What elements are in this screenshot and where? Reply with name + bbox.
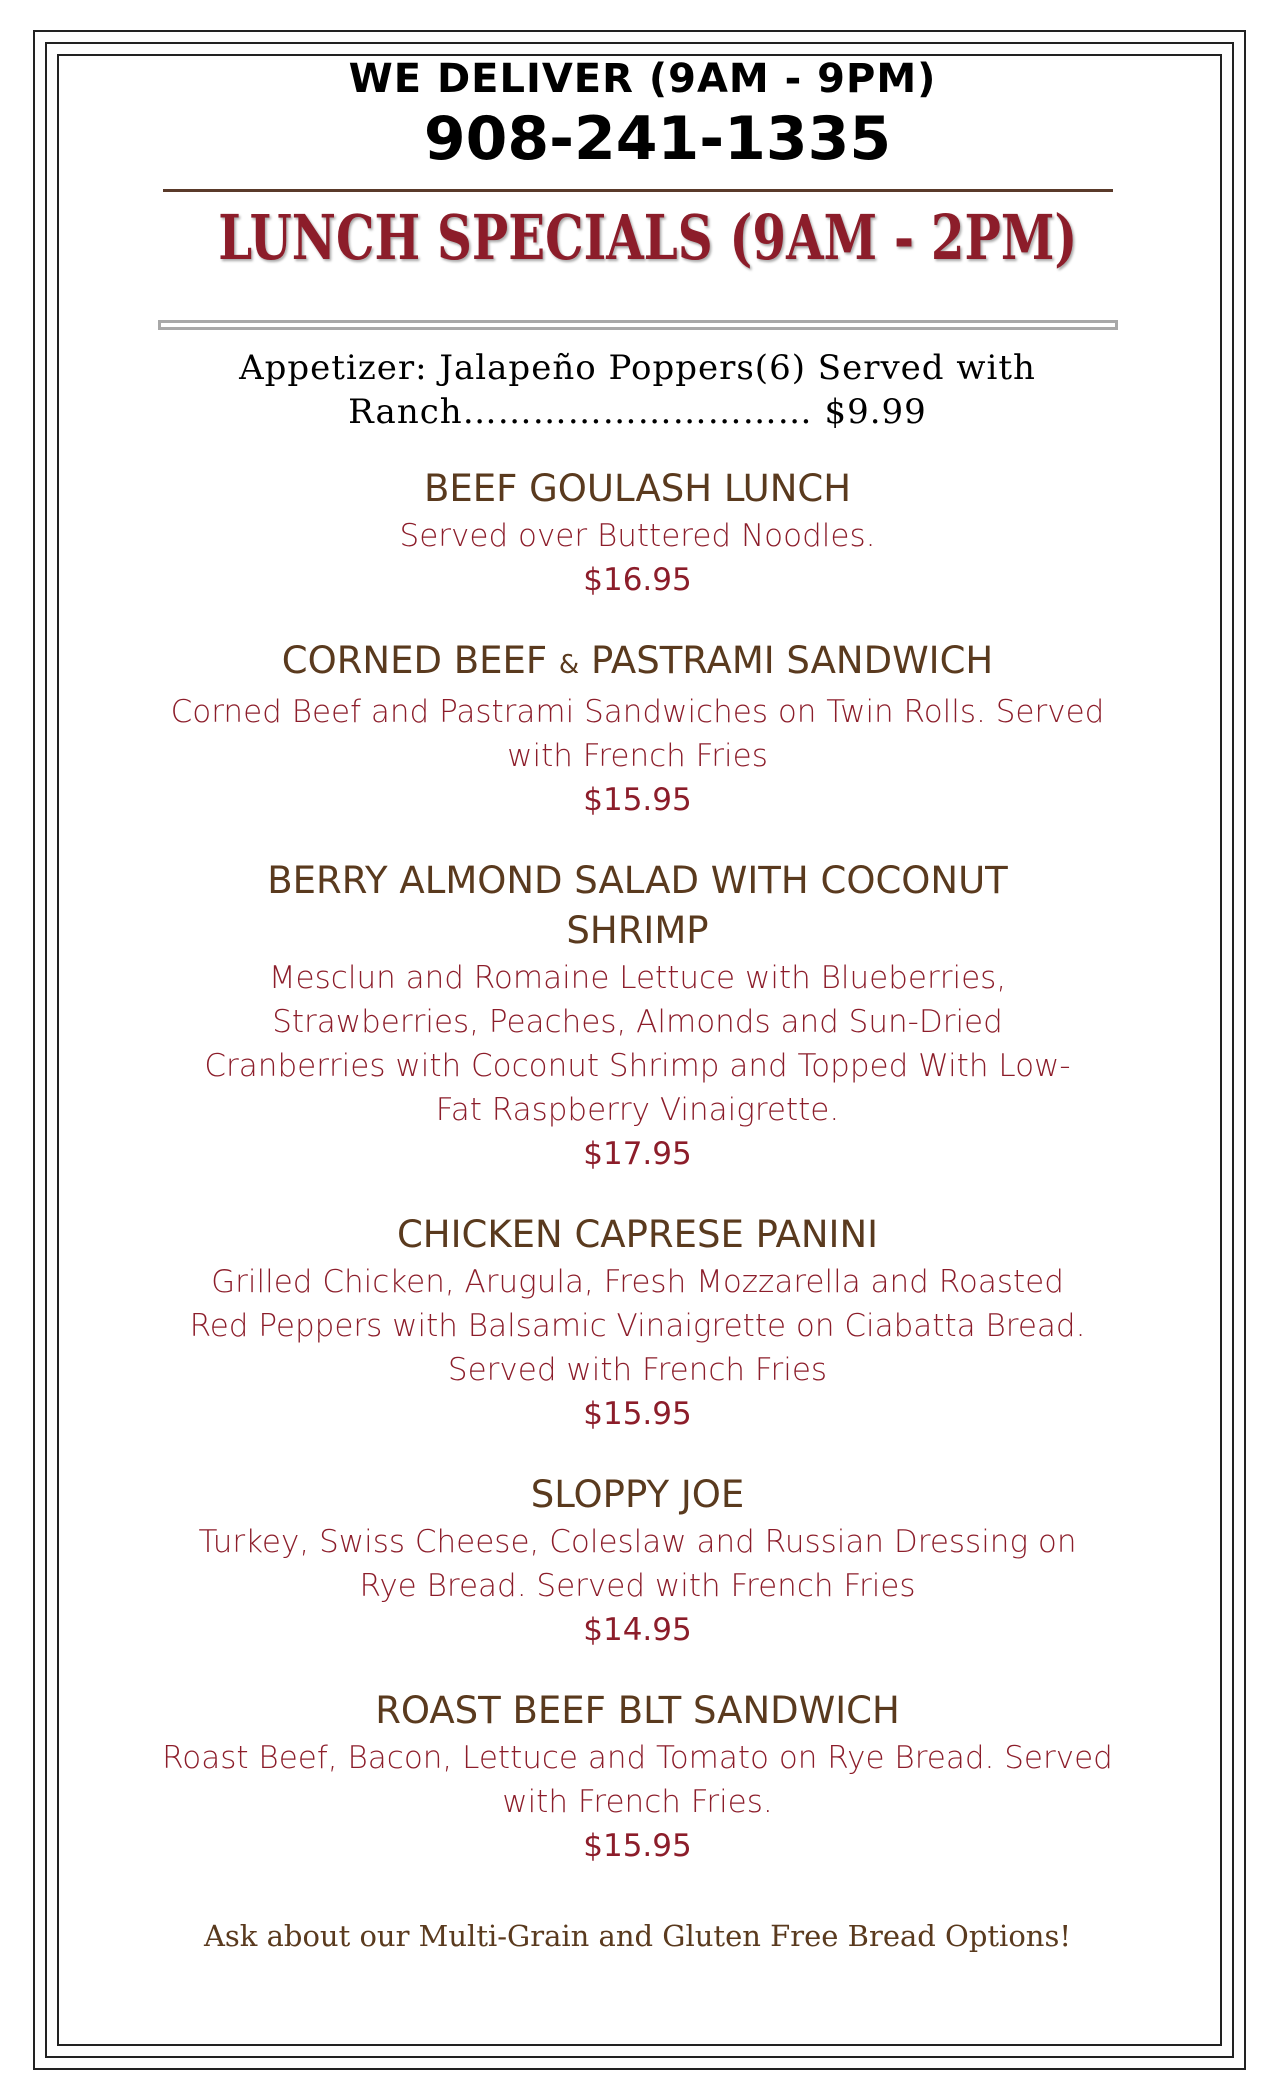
item-price: $16.95 <box>583 562 692 598</box>
item-name-part: PASTRAMI SANDWICH <box>579 639 994 682</box>
item-name: CHICKEN CAPRESE PANINI <box>396 1213 879 1256</box>
item-description: Turkey, Swiss Cheese, Coleslaw and Russian Dressing on Rye Bread. Served with French Fries <box>198 1524 1077 1604</box>
menu-item <box>100 464 1175 602</box>
item-name-ampersand: & <box>558 650 580 680</box>
item-price: $15.95 <box>583 782 692 818</box>
header-divider <box>163 189 1113 192</box>
item-description: Mesclun and Romaine Lettuce with Blueberries, Strawberries, Peaches, Almonds and Sun-Dried Cranberries with Coconut Shrimp and Topped With Low-Fat Raspberry Vinaigrette. <box>204 960 1071 1128</box>
item-price: $17.95 <box>583 1136 692 1172</box>
menu-item <box>100 1686 1175 1868</box>
item-name: BERRY ALMOND SALAD WITH COCONUT SHRIMP <box>267 859 1008 952</box>
item-description: Served over Buttered Noodles. <box>399 518 876 554</box>
section-title: LUNCH SPECIALS (9AM - 2PM) <box>218 201 1078 274</box>
item-price: $15.95 <box>583 1396 692 1432</box>
menu-item <box>100 1470 1175 1652</box>
item-name <box>188 636 1088 690</box>
item-description: Corned Beef and Pastrami Sandwiches on Twin Rolls. Served with French Fries <box>170 694 1105 774</box>
item-price: $15.95 <box>583 1828 692 1864</box>
menu-item <box>100 856 1175 1176</box>
appetizer-line: Appetizer: Jalapeño Poppers(6) Served with Ranch………………………… $9.99 <box>239 348 1036 432</box>
menu-content <box>100 55 1175 1985</box>
menu-item <box>100 636 1175 822</box>
section-divider <box>158 320 1118 330</box>
menu-item <box>100 1210 1175 1436</box>
item-name: ROAST BEEF BLT SANDWICH <box>375 1689 900 1732</box>
item-price: $14.95 <box>583 1612 692 1648</box>
delivery-hours: WE DELIVER (9AM - 9PM) <box>348 56 937 102</box>
item-name: SLOPPY JOE <box>530 1473 745 1516</box>
item-description: Grilled Chicken, Arugula, Fresh Mozzarella and Roasted Red Peppers with Balsamic Vinaigrette on Ciabatta Bread. Served with French Fries <box>189 1264 1086 1388</box>
bread-options-note: Ask about our Multi-Grain and Gluten Free Bread Options! <box>203 1919 1071 1953</box>
item-description: Roast Beef, Bacon, Lettuce and Tomato on Rye Bread. Served with French Fries. <box>162 1740 1113 1820</box>
item-name-part: CORNED BEEF <box>281 639 559 682</box>
item-name: BEEF GOULASH LUNCH <box>423 467 852 510</box>
phone-number: 908-241-1335 <box>423 104 892 174</box>
